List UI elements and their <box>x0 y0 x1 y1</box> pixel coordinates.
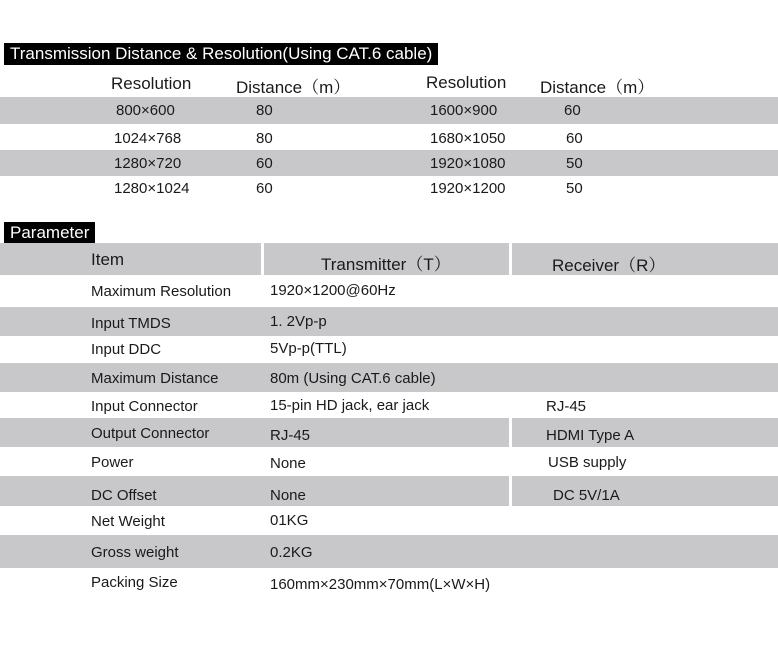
distance-cell: 50 <box>566 180 583 197</box>
distance-header-distance-1: Distance（m） <box>236 78 351 97</box>
distance-cell: 60 <box>566 130 583 147</box>
parameter-receiver-cell: USB supply <box>548 454 627 471</box>
parameter-header-transmitter: Transmitter（T） <box>321 255 451 274</box>
column-divider <box>509 243 512 275</box>
parameter-transmitter-cell: 160mm×230mm×70mm(L×W×H) <box>270 576 491 593</box>
parameter-transmitter-cell: 1920×1200@60Hz <box>270 282 396 299</box>
column-divider <box>509 476 512 506</box>
parameter-transmitter-cell: None <box>270 455 306 472</box>
distance-cell: 60 <box>564 102 581 119</box>
parameter-item-cell: Input TMDS <box>91 315 171 332</box>
parameter-item-cell: Gross weight <box>91 544 179 561</box>
distance-header-resolution-2: Resolution <box>426 73 507 92</box>
parameter-item-cell: Maximum Resolution <box>91 283 232 300</box>
distance-cell: 1680×1050 <box>430 130 506 147</box>
distance-cell: 1920×1200 <box>430 180 506 197</box>
parameter-item-cell: DC Offset <box>91 487 157 504</box>
distance-section-title: Transmission Distance & Resolution(Using CAT.6 cable) <box>4 43 438 65</box>
distance-cell: 80 <box>256 130 273 147</box>
parameter-receiver-cell: DC 5V/1A <box>553 487 620 504</box>
parameter-section-title: Parameter <box>4 222 95 244</box>
distance-header-distance-2: Distance（m） <box>540 78 655 97</box>
parameter-header-item: Item <box>91 250 125 269</box>
parameter-transmitter-cell: 15-pin HD jack, ear jack <box>270 397 430 414</box>
column-divider <box>509 418 512 447</box>
parameter-receiver-cell: HDMI Type A <box>546 427 635 444</box>
distance-cell: 800×600 <box>116 102 175 119</box>
parameter-receiver-cell: RJ-45 <box>546 398 587 415</box>
parameter-item-cell: Input Connector <box>91 398 198 415</box>
parameter-item-cell: Power <box>91 454 134 471</box>
parameter-transmitter-cell: 80m (Using CAT.6 cable) <box>270 370 436 387</box>
distance-cell: 1600×900 <box>430 102 498 119</box>
parameter-item-cell: Packing Size <box>91 574 178 591</box>
parameter-item-cell: Net Weight <box>91 513 165 530</box>
distance-cell: 1024×768 <box>114 130 182 147</box>
parameter-item-cell: Output Connector <box>91 425 210 442</box>
parameter-transmitter-cell: None <box>270 487 306 504</box>
parameter-item-cell: Input DDC <box>91 341 162 358</box>
distance-cell: 60 <box>256 155 273 172</box>
distance-cell: 60 <box>256 180 273 197</box>
distance-cell: 1280×720 <box>114 155 182 172</box>
distance-cell: 1280×1024 <box>114 180 190 197</box>
parameter-transmitter-cell: RJ-45 <box>270 427 311 444</box>
parameter-item-cell: Maximum Distance <box>91 370 219 387</box>
parameter-transmitter-cell: 5Vp-p(TTL) <box>270 340 347 357</box>
parameter-header-receiver: Receiver（R） <box>552 256 666 275</box>
column-divider <box>261 243 264 275</box>
distance-cell: 1920×1080 <box>430 155 506 172</box>
parameter-transmitter-cell: 01KG <box>270 512 309 529</box>
distance-cell: 80 <box>256 102 273 119</box>
parameter-transmitter-cell: 0.2KG <box>270 544 313 561</box>
distance-header-resolution-1: Resolution <box>111 74 192 93</box>
distance-cell: 50 <box>566 155 583 172</box>
parameter-transmitter-cell: 1. 2Vp-p <box>270 313 327 330</box>
